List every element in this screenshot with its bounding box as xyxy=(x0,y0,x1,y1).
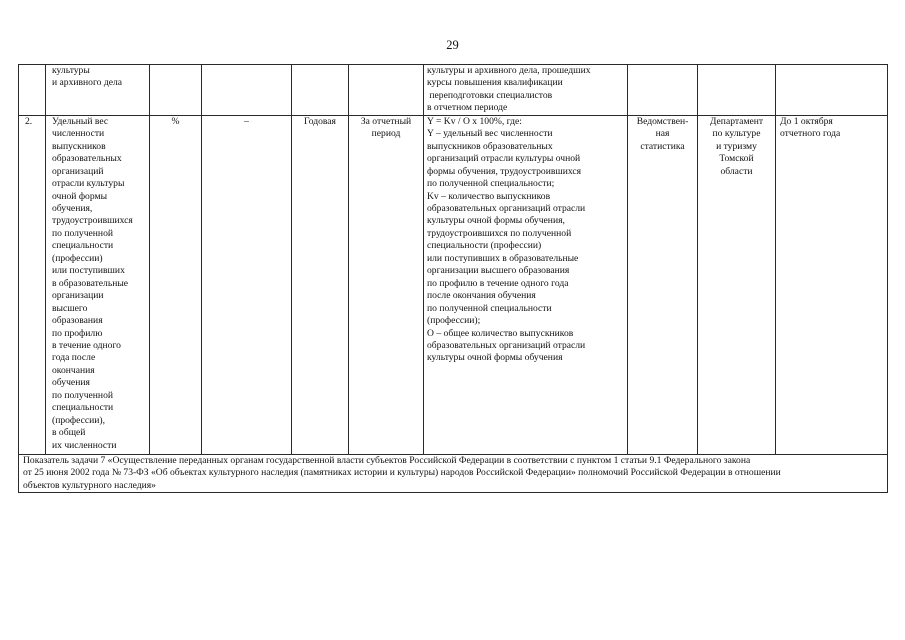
text-line: организаций xyxy=(52,165,104,177)
text-line: Y = Kv / O x 100%, где: xyxy=(427,115,522,127)
text-line: численности xyxy=(52,128,105,140)
text-line: выпускников xyxy=(52,140,106,152)
text-line: культуры xyxy=(52,65,90,76)
cell-number xyxy=(19,65,46,116)
text-line: или поступивших xyxy=(52,265,125,277)
text-line: трудоустроившихся по полученной xyxy=(427,227,572,239)
text-line: и туризму xyxy=(716,140,757,152)
cell-period xyxy=(349,65,424,116)
page-number: 29 xyxy=(446,38,459,52)
text-line: курсы повышения квалификации xyxy=(427,77,563,89)
text-line: по полученной специальности xyxy=(427,302,552,314)
text-line: формы обучения, трудоустроившихся xyxy=(427,165,582,177)
text-line: специальности xyxy=(52,240,114,252)
text-line: в образовательные xyxy=(52,277,129,289)
text-line: отрасли культуры xyxy=(52,178,125,190)
text-line: объектов культурного наследия» xyxy=(23,479,156,491)
text-line: период xyxy=(371,128,401,140)
text-line: (профессии), xyxy=(52,414,106,426)
indicators-table xyxy=(18,64,888,493)
text-line: выпускников образовательных xyxy=(427,140,553,152)
text-line: по профилю в течение одного года xyxy=(427,277,569,289)
text-line: статистика xyxy=(640,140,685,152)
text-line: по профилю xyxy=(52,327,103,339)
cell-periodicity: Годовая xyxy=(292,115,349,454)
cell-indicator-name xyxy=(46,65,150,116)
text-line: и архивного дела xyxy=(52,77,123,89)
text-line: в отчетном периоде xyxy=(427,102,508,114)
text-line: Томской xyxy=(719,153,754,165)
text-line: образовательных организаций отрасли xyxy=(427,202,586,214)
text-line: Kv – количество выпускников xyxy=(427,190,551,202)
text-line: (профессии); xyxy=(427,315,481,327)
cell-periodicity xyxy=(292,65,349,116)
text-line: специальности xyxy=(52,402,114,414)
text-line: Департамент xyxy=(709,115,764,127)
cell-period xyxy=(349,115,424,454)
text-line: области xyxy=(720,165,753,177)
text-line: До 1 октября xyxy=(780,115,833,127)
text-line: обучения, xyxy=(52,202,93,214)
text-line: организации высшего образования xyxy=(427,265,570,277)
table-row-indicator-2 xyxy=(19,115,888,454)
cell-formula xyxy=(424,115,628,454)
cell-base-value: – xyxy=(202,115,292,454)
text-line: (профессии) xyxy=(52,252,103,264)
text-line: отчетного года xyxy=(780,128,841,140)
text-line: образовательных xyxy=(52,153,122,165)
text-line: окончания xyxy=(52,364,95,376)
text-line: трудоустроившихся xyxy=(52,215,133,227)
cell-deadline xyxy=(776,115,888,454)
text-line: За отчетный xyxy=(360,115,412,127)
text-line: по полученной xyxy=(52,389,114,401)
text-line: Показатель задачи 7 «Осуществление переданных органам государственной власти субъектов Российской Федерации в соответствии с пунктом 1 статьи 9.1 Федерального закона xyxy=(23,454,751,466)
text-line: специальности (профессии) xyxy=(427,240,542,252)
text-line: культуры очной формы обучения, xyxy=(427,215,565,227)
text-line: или поступивших в образовательные xyxy=(427,252,579,264)
text-line: высшего xyxy=(52,302,88,314)
cell-deadline xyxy=(776,65,888,116)
text-line: Ведомствен- xyxy=(636,115,689,127)
cell-indicator-name xyxy=(46,115,150,454)
text-line: Удельный вес xyxy=(52,115,109,127)
cell-base-value xyxy=(202,65,292,116)
text-line: очной формы xyxy=(52,190,108,202)
text-line: по полученной специальности; xyxy=(427,178,555,190)
cell-task-description xyxy=(19,454,888,493)
text-line: обучения xyxy=(52,377,90,389)
text-line: О – общее количество выпускников xyxy=(427,327,574,339)
text-line: образования xyxy=(52,315,103,327)
text-line: по полученной xyxy=(52,227,114,239)
cell-source xyxy=(628,65,698,116)
text-line: их численности xyxy=(52,439,117,451)
table-row-task-7 xyxy=(19,454,888,493)
text-line: организации xyxy=(52,290,104,302)
text-line: ная xyxy=(655,128,670,140)
cell-responsible xyxy=(698,65,776,116)
text-line: Y – удельный вес численности xyxy=(427,128,553,140)
cell-responsible xyxy=(698,115,776,454)
cell-source xyxy=(628,115,698,454)
cell-number: 2. xyxy=(19,115,46,454)
text-line: организаций отрасли культуры очной xyxy=(427,153,581,165)
text-line: образовательных организаций отрасли xyxy=(427,339,586,351)
text-line: от 25 июня 2002 года № 73-ФЗ «Об объектах культурного наследия (памятниках истории и культуры) народов Российской Федерации» полномочий Российской Федерации в отношении xyxy=(23,467,781,479)
text-line: по культуре xyxy=(712,128,761,140)
text-line: культуры очной формы обучения xyxy=(427,352,563,364)
text-line: переподготовки специалистов xyxy=(427,89,553,101)
table-row-continued xyxy=(19,65,888,116)
text-line: в течение одного xyxy=(52,339,121,351)
text-line: после окончания обучения xyxy=(427,290,536,302)
cell-unit xyxy=(150,65,202,116)
cell-unit: % xyxy=(150,115,202,454)
cell-formula xyxy=(424,65,628,116)
text-line: культуры и архивного дела, прошедших xyxy=(427,65,591,76)
text-line: в общей xyxy=(52,427,86,439)
text-line: года после xyxy=(52,352,96,364)
